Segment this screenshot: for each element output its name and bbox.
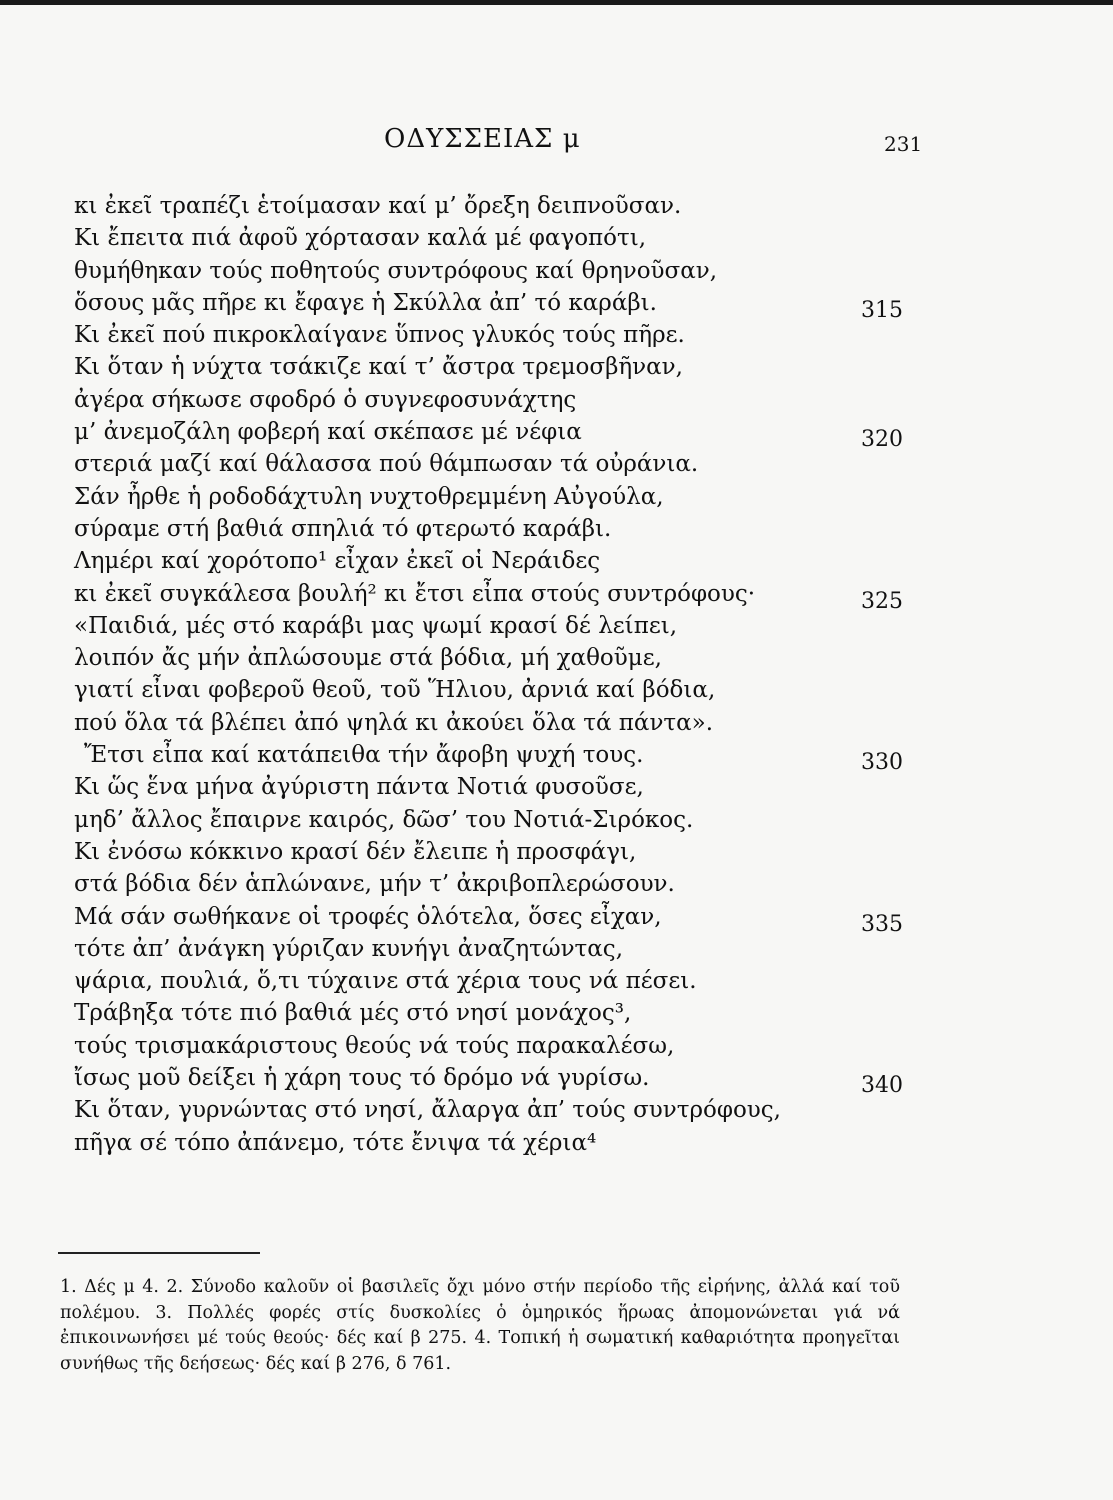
verse-line [74,578,934,614]
verse-line [74,933,934,965]
verse-line [74,319,934,351]
footnote-text: 1. Δές μ 4. 2. Σύνοδο καλοῦν οἱ βασιλεῖς ὄχι μόνο στήν περίοδο τῆς εἰρήνης, ἀλλά καί τοῦ πολέμου. 3. Πολλές φορές στίς δυσκολίες ὁ ὁμηρικός ἥρωας ἀπομονώνεται γιά νά ἐπικοινωνήσει μέ τούς θεούς· δές καί β 275. 4. Τοπική ἡ σωματική καθαριότητα προηγεῖται συνήθως τῆς δεήσεως· δές καί β 276, δ 761. [60,1277,900,1374]
verse-line [74,1094,934,1126]
verse-text: μ’ ἀνεμοζάλη φοβερή καί σκέπασε μέ νέφια [74,419,582,446]
line-number: 315 [861,297,903,323]
verse-text: Κι ἔπειτα πιά ἀφοῦ χόρτασαν καλά μέ φαγοπότι, [74,225,647,252]
line-number: 330 [861,750,903,776]
verse-text: πῆγα σέ τόπο ἀπάνεμο, τότε ἔνιψα τά χέρια⁴ [74,1129,597,1156]
verse-text: γιατί εἶναι φοβεροῦ θεοῦ, τοῦ Ἥλιου, ἀρνιά καί βόδια, [74,677,716,704]
top-border [0,0,1113,5]
verse-text: Κι ἐνόσω κόκκινο κρασί δέν ἔλειπε ἡ προσφάγι, [74,838,637,865]
line-number: 325 [861,588,903,614]
verse-line [74,642,934,674]
verse-line [74,351,934,383]
verse-line [74,287,934,323]
verse-line [74,190,934,222]
verse-line [74,1062,934,1099]
verse-line [74,836,934,868]
verse-text: τούς τρισμακάριστους θεούς νά τούς παρακαλέσω, [74,1032,675,1059]
line-number: 340 [861,1073,903,1099]
verse-line [74,901,934,937]
verse-line [74,416,934,453]
verse-text: ψάρια, πουλιά, ὅ,τι τύχαινε στά χέρια τους νά πέσει. [74,968,697,995]
verse-text: θυμήθηκαν τούς ποθητούς συντρόφους καί θρηνοῦσαν, [74,257,718,284]
verse-line [74,739,934,776]
verse-text: Κι ὥς ἕνα μήνα ἀγύριστη πάντα Νοτιά φυσοῦσε, [74,774,644,801]
verse-line [74,804,934,836]
verse-line [74,513,934,545]
verse-text: ἀγέρα σήκωσε σφοδρό ὁ συγνεφοσυνάχτης [74,386,577,413]
verse-text: Ἔτσι εἶπα καί κατάπειθα τήν ἄφοβη ψυχή τους. [84,742,644,769]
verse-text: «Παιδιά, μές στό καράβι μας ψωμί κρασί δέ λείπει, [74,612,678,639]
verse-text: Λημέρι καί χορότοπο¹ εἶχαν ἐκεῖ οἱ Νεράιδες [74,548,601,575]
page-header [0,124,1113,164]
verse-line [74,222,934,254]
verse-line [74,771,934,803]
verse-line [74,1127,934,1159]
page-number: 231 [884,132,923,156]
verse-text: λοιπόν ἄς μήν ἀπλώσουμε στά βόδια, μή χαθοῦμε, [74,645,662,672]
verse-text: στεριά μαζί καί θάλασσα πού θάμπωσαν τά οὐράνια. [74,451,699,478]
verse-line [74,545,934,577]
footnote-divider [58,1252,260,1254]
verse-text: Σάν ἦρθε ἡ ροδοδάχτυλη νυχτοθρεμμένη Αὐγούλα, [74,483,664,510]
verse-line [74,610,934,642]
verse-text: ἴσως μοῦ δείξει ἡ χάρη τους τό δρόμο νά γυρίσω. [74,1065,650,1092]
verse-line [74,384,934,416]
verse-text: πού ὅλα τά βλέπει ἀπό ψηλά κι ἀκούει ὅλα τά πάντα». [74,709,714,736]
verse-text: τότε ἀπ’ ἀνάγκη γύριζαν κυνήγι ἀναζητώντας, [74,935,624,962]
verse-line [74,481,934,513]
verse-block [74,190,934,1159]
footnotes [60,1275,900,1377]
verse-text: Κι ὅταν ἡ νύχτα τσάκιζε καί τ’ ἄστρα τρεμοσβῆναν, [74,354,683,381]
verse-text: Τράβηξα τότε πιό βαθιά μές στό νησί μονάχος³, [74,1000,632,1027]
verse-text: κι ἐκεῖ τραπέζι ἑτοίμασαν καί μ’ ὄρεξη δειπνοῦσαν. [74,193,682,219]
verse-line [74,1030,934,1062]
verse-line [74,997,934,1029]
verse-text: Κι ἐκεῖ πού πικροκλαίγανε ὕπνος γλυκός τούς πῆρε. [74,322,685,349]
line-number: 320 [861,427,903,453]
verse-line [74,868,934,900]
verse-line [74,707,934,739]
verse-text: Μά σάν σωθήκανε οἱ τροφές ὁλότελα, ὅσες εἶχαν, [74,903,662,930]
verse-line [74,965,934,997]
verse-text: σύραμε στή βαθιά σπηλιά τό φτερωτό καράβι. [74,515,612,542]
verse-line [74,255,934,287]
verse-text: ὅσους μᾶς πῆρε κι ἔφαγε ἡ Σκύλλα ἀπ’ τό καράβι. [74,289,657,316]
verse-line [74,448,934,480]
line-number: 335 [861,911,903,937]
running-title: ΟΔΥΣΣΕΙΑΣ μ [384,124,581,154]
verse-text: στά βόδια δέν ἁπλώνανε, μήν τ’ ἀκριβοπλερώσουν. [74,871,675,898]
verse-text: κι ἐκεῖ συγκάλεσα βουλή² κι ἔτσι εἶπα στούς συντρόφους· [74,580,756,607]
verse-text: Κι ὅταν, γυρνώντας στό νησί, ἄλαργα ἀπ’ τούς συντρόφους, [74,1097,781,1124]
verse-line [74,674,934,706]
verse-text: μηδ’ ἄλλος ἔπαιρνε καιρός, δῶσ’ του Νοτιά-Σιρόκος. [74,806,694,833]
